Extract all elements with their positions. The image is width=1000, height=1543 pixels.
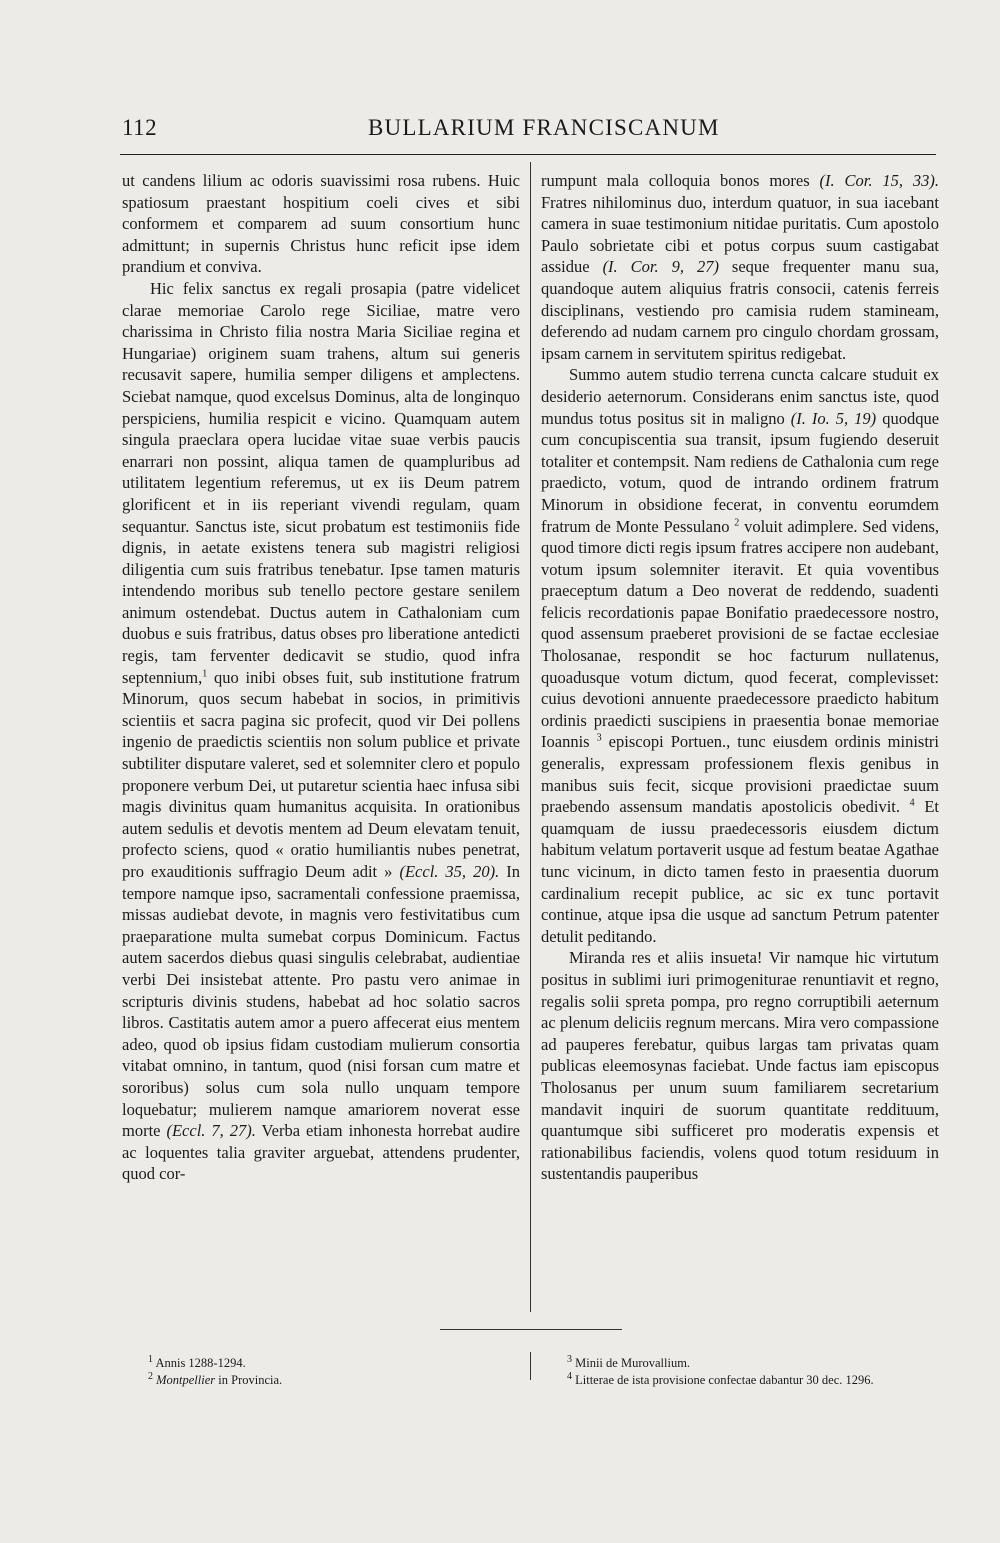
- citation: (I. Cor. 15, 33).: [819, 171, 939, 190]
- text-run: rumpunt mala colloquia bonos mores: [541, 171, 810, 190]
- footnote-text: in Provincia.: [215, 1373, 283, 1387]
- footnote-text: Minii de Murovallium.: [575, 1356, 691, 1370]
- text-run: voluit adimplere. Sed videns, quod timore dicti regis ipsum fratres accipere non audebant, votum ipsum solemniter iteravit. Et quia voventibus praeceptum datum a Deo noverat de reddendo, suadenti felicis recordationis papae Bonifatio praedecessore nostro, quod assensum praeberet provisioni de se factae ecclesiae Tholosanae, respondit se hoc facturum nullatenus, quoadusque votum dictum, quod fecerat, complevisset: cuius devotioni annuente praedecessore praedicto habitum ordinis praedicti suscipiens in praesentia bonae memoriae Ioannis: [541, 516, 939, 752]
- text-run: In tempore namque ipso, sacramentali confessione praemissa, missas audiebat devote, in magnis vero festivitatibus cum praeparatione multa sumebat corpus Dominicum. Factus autem sacerdos diebus quasi singulis celebrabat, audientiae verbi Dei insistebat attente. Pro pastu vero animae in scripturis divinis studens, habebat ad hoc solatio sacros libros. Castitatis autem amor a puero affecerat eius mentem adeo, quod ob ipsius fidam custodiam mulierum consortia vitabat omnino, in tantum, quod (nisi forsan cum matre et sororibus) solus cum sola nullo unquam tempore loquebatur; mulierem namque amariorem noverat esse morte: [122, 862, 520, 1141]
- footnote-rule: [440, 1329, 622, 1330]
- text-run: episcopi Portuen., tunc eiusdem ordinis ministri generalis, expressam professionem flexis genibus in manibus suis fecit, sicque provisioni praedictae suum praebendo assensum mandatis apostolicis obedivit.: [541, 732, 939, 817]
- footnote-divider: [530, 1352, 531, 1380]
- header-rule: [120, 154, 936, 155]
- footnote-number: 4: [567, 1370, 572, 1382]
- paragraph: [541, 364, 939, 947]
- footnote-ref: 4: [909, 797, 915, 809]
- text-run: quo inibi obses fuit, sub institutione fratrum Minorum, quos secum habebat in socios, in primitivis scientiis et sacra pagina sic profecit, quod vir Dei pollens ingenio de praedictis scientiis non solum publice et private subtiliter disputare valeret, sed et solemniter clero et populo proponere verbum Dei, ut putaretur scientia haec infusa sibi magis divinitus quam humanitus acquisita. In orationibus autem sedulis et devotis mentem ad Deum elevatam tenuit, profecto sciens, quod « oratio humiliantis nubes penetrat, pro exauditionis suffragio Deum adit »: [122, 667, 520, 881]
- footnote-ref: 1: [202, 668, 208, 680]
- text-run: Summo autem studio terrena cuncta calcare studuit ex desiderio aeternorum. Considerans enim sanctus iste, quod mundus totus positus sit in maligno: [541, 365, 939, 428]
- left-column: [122, 170, 520, 1185]
- paragraph: [122, 278, 520, 1185]
- right-column: [541, 170, 939, 1185]
- footnote-number: 1: [148, 1353, 153, 1365]
- text-run: Hic felix sanctus ex regali prosapia (patre videlicet clarae memoriae Carolo rege Siciliae, matre vero charissima in Christo filia nostra Maria Siciliae regina et Hungariae) originem suam trahens, altum sui generis recusavit sapere, humilia semper diligens et amplectens. Sciebat namque, quod excelsus Dominus, alta de longinquo perspiciens, humilia respicit e vicino. Quamquam autem singula praeclara opera lucidae vitae suae verbis paucis enarrari non possint, aliqua tamen de quampluribus ad utilitatem legentium referemus, ut ex iis Deum patrem glorificent et in iis reperiant vivendi regulam, quam sequantur. Sanctus iste, sicut probatum est testimoniis fide dignis, in aetate existens tenera sub magistri religiosi diligentia cum suis fratribus tenebatur. Ipse tamen maturis intendendo moribus sub tenello pectore gestare senilem animum ostendebat. Ductus autem in Cathaloniam cum duobus e suis fratribus, datus obses pro liberatione antedicti regis, tam ferventer dedicavit se studio, quod infra septennium,: [122, 278, 520, 687]
- footnote: [567, 1372, 874, 1389]
- footnote-ref: 2: [734, 517, 740, 528]
- citation: (I. Cor. 9, 27): [602, 257, 719, 277]
- footnotes-left: [148, 1355, 282, 1389]
- footnotes-right: [567, 1355, 874, 1389]
- text-run: quodque cum concupiscentia sua transit, ipsum fugiendo deseruit totaliter et contempsit. Nam rediens de Cathalonia cum rege praedicto, votum, quod de intrando ordinem fratrum Minorum in obsidione fecerat, in conventu eorumdem fratrum de Monte Pessulano: [541, 408, 940, 536]
- paragraph: ut candens lilium ac odoris suavissimi rosa rubens. Huic spatiosum praestant hospitium coeli cives et sibi conformem et comparem ad suum consortium hunc admittunt; in supernis Christus hunc reficit ipse idem prandium et conviva.: [122, 171, 520, 277]
- footnote-number: 2: [148, 1370, 153, 1382]
- footnote-text: Annis 1288-1294.: [155, 1356, 246, 1370]
- text-run: Et quamquam de iussu praedecessoris eiusdem dictum habitum velatum portaverit usque ad festum beatae Agathae tunc vicinum, in dicto tamen festo in praesentia duorum cardinalium recepit publice, ac sic ex tunc portavit continue, atque ipsa die usque ad sanctum Petrum patenter detulit peditando.: [541, 797, 940, 946]
- page-number: 112: [122, 115, 158, 140]
- citation: (Eccl. 35, 20).: [399, 862, 500, 881]
- paragraph: [541, 170, 939, 364]
- text-run: seque frequenter manu sua, quandoque autem aliquius fratris consocii, catenis ferreis disciplinans, vestiendo pro camisia rudem stamineam, deferendo ad nudam carnem pro cingulo chordam grossam, ipsam carnem in servitutem spiritus redigebat.: [541, 257, 939, 363]
- footnote: [148, 1372, 282, 1389]
- text-run: Fratres nihilominus duo, interdum quatuor, in sua iacebant camera in suae testimonium nitidae puritatis. Cum apostolo Paulo sobrietate cibi et potus corpus suum castigabat assidue: [541, 192, 939, 277]
- citation: (I. Io. 5, 19): [790, 408, 877, 428]
- footnote: [148, 1355, 282, 1372]
- footnote-ref: 3: [596, 732, 602, 744]
- citation: (Eccl. 7, 27).: [166, 1121, 256, 1141]
- running-title: BULLARIUM FRANCISCANUM: [368, 115, 720, 140]
- footnote-number: 3: [567, 1353, 572, 1365]
- text-run: Verba etiam inhonesta horrebat audire ac loquentes talia graviter arguebat, attendens prudenter, quod cor-: [122, 1121, 520, 1184]
- footnote: [567, 1355, 874, 1372]
- footnote-text: Litterae de ista provisione confectae dabantur 30 dec. 1296.: [575, 1373, 874, 1387]
- footnote-place: Montpellier: [156, 1373, 216, 1387]
- paragraph: Miranda res et aliis insueta! Vir namque hic virtutum positus in sublimi iuri primogeniturae renuntiavit et regno, regalis solii spreta pompa, pro regno corruptibili aeternum ac plenum deliciis regnum mercans. Mira vero compassione ad pauperes ferebatur, quibus largas tam privatas quam publicas eleemosynas faciebat. Unde factus iam episcopus Tholosanus per unum suum familiarem secretarium mandavit inquiri de suorum quantitate reddituum, quantumque sibi sufficeret pro moderatis expensis et rationabilibus faciendis, volens quod totum residuum in sustentandis pauperibus: [541, 948, 939, 1184]
- column-divider: [530, 162, 531, 1312]
